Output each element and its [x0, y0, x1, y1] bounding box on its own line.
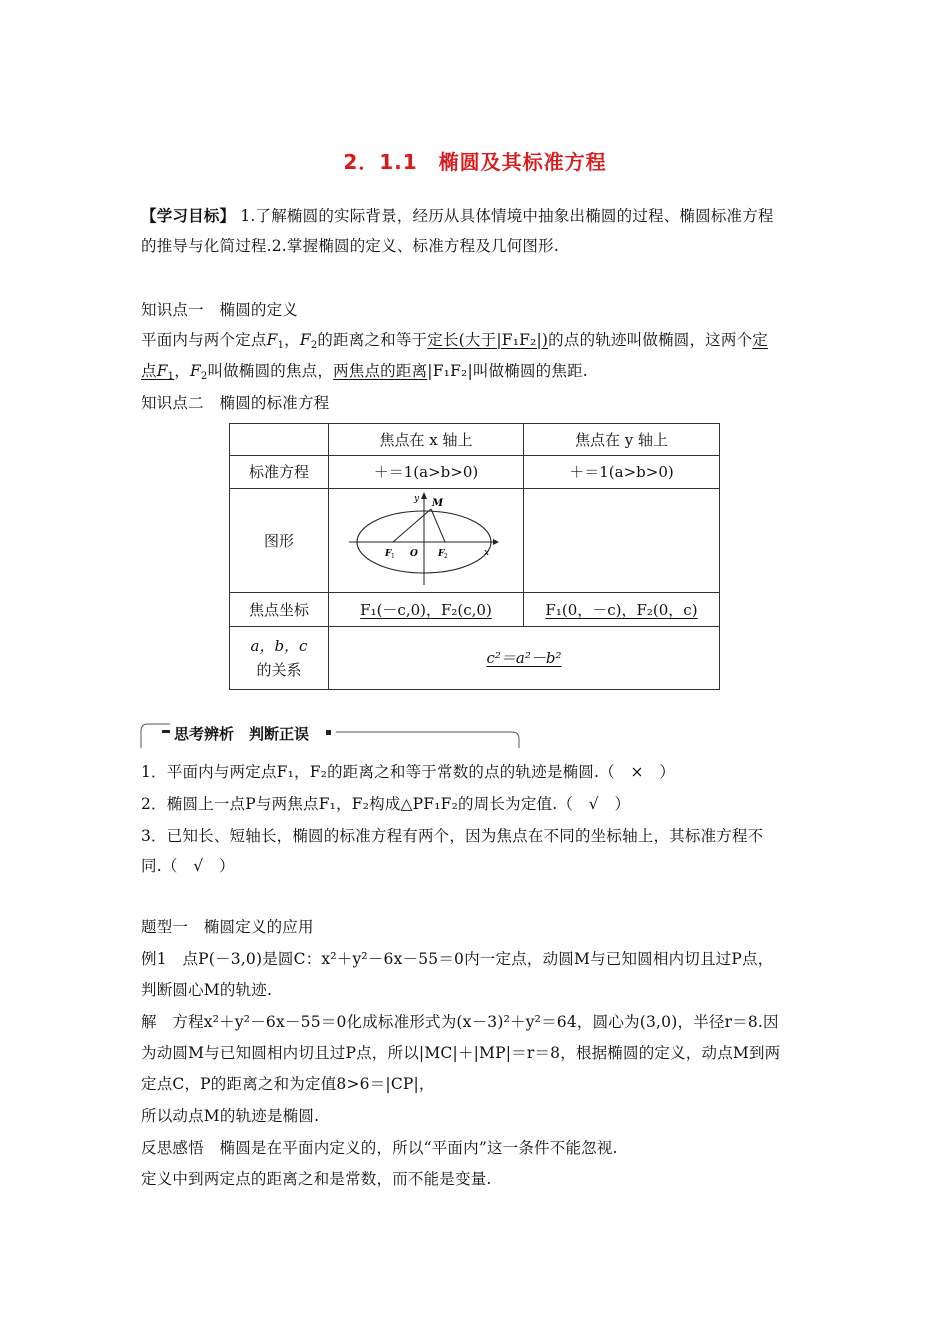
reflection-line1: 反思感悟 椭圆是在平面内定义的，所以“平面内”这一条件不能忽视. [141, 1139, 618, 1157]
type1-heading: 题型一 椭圆定义的应用 [141, 918, 314, 936]
label-x: x [484, 548, 490, 558]
learning-goals-text1: 1.了解椭圆的实际背景，经历从具体情境中抽象出椭圆的过程、椭圆标准方程 [235, 207, 774, 225]
header-x-axis: 焦点在 x 轴上 [328, 423, 524, 456]
segment-mf1 [393, 509, 431, 542]
label-f1: F [385, 549, 392, 559]
kp1-underlined-term: 定 [752, 331, 768, 349]
row-label-foci: 焦点坐标 [229, 592, 329, 627]
solution-line2: 为动圆M与已知圆相内切且过P点，所以|MC|＋|MP|＝r＝8，根据椭圆的定义，动点M到两 [141, 1044, 781, 1062]
solution-line3: 定点C，P的距离之和为定值8>6＝|CP|， [141, 1075, 435, 1093]
think-q1: 1．平面内与两定点F₁，F₂的距离之和等于常数的点的轨迹是椭圆.（ × ） [141, 763, 676, 781]
table-corner-cell [229, 423, 329, 456]
learning-goals-line1 [141, 206, 774, 226]
kp1-underlined-term: 两焦点的距离 [333, 362, 428, 380]
x-axis-arrow [493, 539, 499, 545]
label-f1-sub: 1 [391, 553, 395, 560]
kp1-text: |F₁F₂|叫做椭圆的焦距. [427, 362, 588, 380]
standard-equation-table [229, 423, 720, 690]
think-q2: 2．椭圆上一点P与两焦点F₁，F₂构成△PF₁F₂的周长为定值.（ √ ） [141, 795, 631, 813]
row-label-relation [229, 626, 329, 690]
kp2-heading: 知识点二 椭圆的标准方程 [141, 394, 330, 412]
figure-y-cell [523, 488, 720, 593]
header-y-axis: 焦点在 y 轴上 [523, 423, 720, 456]
kp1-heading: 知识点一 椭圆的定义 [141, 301, 299, 319]
think-banner-title: 思考辨析 判断正误 [174, 725, 310, 743]
think-q3-line1: 3．已知长、短轴长，椭圆的标准方程有两个，因为焦点在不同的坐标轴上，其标准方程不 [141, 827, 764, 845]
figure-x-cell [328, 488, 524, 593]
kp1-text: 平面内与两个定点 [141, 331, 267, 349]
solution-line4: 所以动点M的轨迹是椭圆. [141, 1107, 320, 1125]
kp1-underlined-definition: 定长(大于|F₁F₂|) [427, 331, 549, 349]
solution-line1: 解 方程x²＋y²－6x－55＝0化成标准形式为(x－3)²＋y²＝64，圆心为(3,0)，半径r＝8.因 [141, 1013, 779, 1031]
foci-x: F₁(－c,0)，F₂(c,0) [328, 592, 524, 627]
segment-mf2 [431, 509, 445, 542]
reflection-line2: 定义中到两定点的距离之和是常数，而不能是变量. [141, 1170, 492, 1188]
example1-line1: 例1 点P(－3,0)是圆C：x²＋y²－6x－55＝0内一定点，动圆M与已知圆相内切且过P点， [141, 950, 774, 968]
kp1-text: 的距离之和等于 [317, 331, 428, 349]
kp1-text: 叫做椭圆的焦点， [207, 362, 334, 380]
example1-line2: 判断圆心M的轨迹. [141, 981, 273, 999]
relation-label-text: 的关系 [256, 661, 302, 679]
label-f2-sub: 2 [444, 553, 448, 560]
learning-goals-label: 【学习目标】 [141, 206, 236, 225]
kp1-line1: 平面内与两个定点$F_1$，$F_2$的距离之和等于定长(大于|F₁F₂|)的点的轨迹叫做椭圆，这两个定 [141, 331, 768, 351]
page-title: 2．1.1 椭圆及其标准方程 [343, 150, 607, 174]
y-axis-arrow [421, 492, 427, 499]
kp1-text: ， [284, 331, 300, 349]
label-m: M [432, 498, 444, 509]
think-q3-line2: 同.（ √ ） [141, 857, 235, 875]
row-label-equation: 标准方程 [229, 455, 329, 489]
kp1-text: 的点的轨迹叫做椭圆，这两个 [548, 331, 753, 349]
row-label-figure: 图形 [229, 488, 329, 593]
foci-y: F₁(0，－c)，F₂(0，c) [523, 592, 720, 627]
ellipse-figure [347, 489, 507, 589]
label-f2: F [438, 549, 445, 559]
kp1-text: ， [174, 362, 190, 380]
relation-value: c²＝a²－b² [328, 626, 720, 690]
equation-y: ＋＝1(a>b>0) [523, 455, 720, 489]
relation-label-abc: a，b，c [250, 637, 308, 655]
label-y: y [414, 494, 420, 504]
kp1-underlined-term: 点$F_1$ [141, 362, 175, 382]
equation-x: ＋＝1(a>b>0) [328, 455, 524, 489]
learning-goals-line2: 的推导与化简过程.2.掌握椭圆的定义、标准方程及几何图形. [141, 237, 559, 255]
label-o: O [410, 549, 418, 559]
kp1-line2: 点$F_1$，$F_2$叫做椭圆的焦点，两焦点的距离|F₁F₂|叫做椭圆的焦距. [141, 362, 588, 382]
